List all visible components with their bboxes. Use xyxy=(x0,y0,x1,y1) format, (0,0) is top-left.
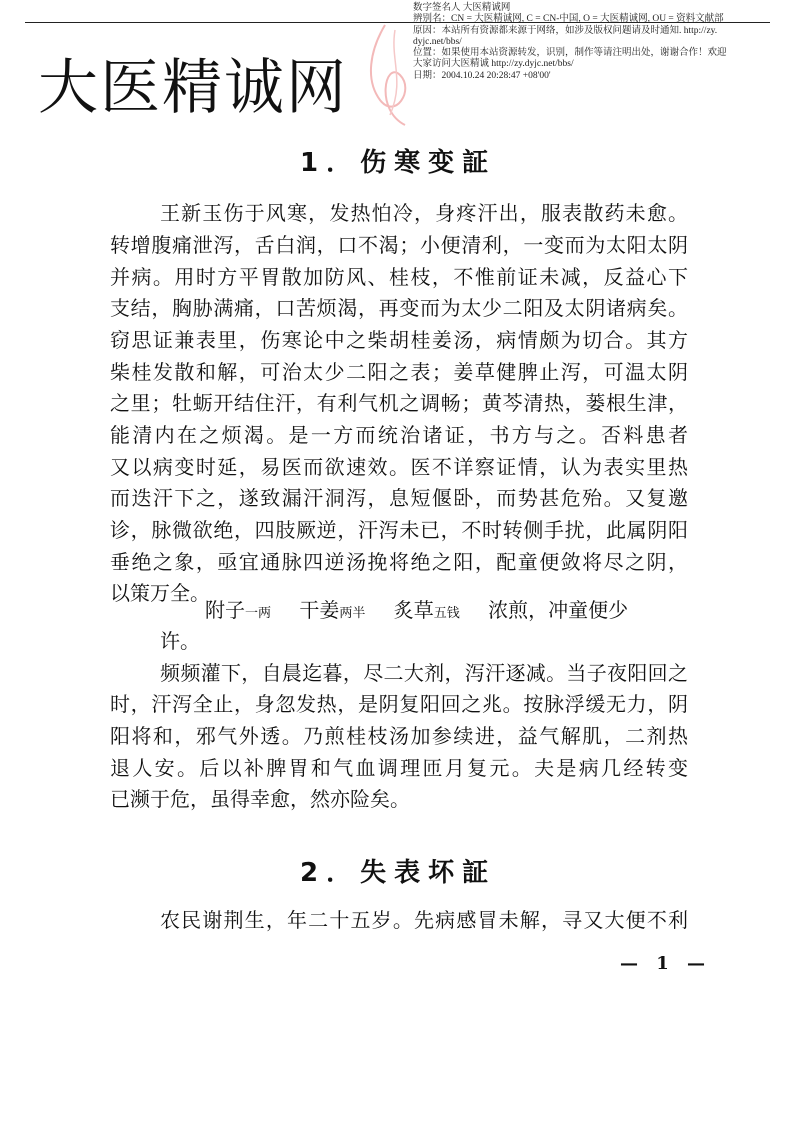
body-line: 农民谢荆生，年二十五岁。先病感冒未解，寻又大便不利 xyxy=(160,908,688,932)
body-line: 而迭汗下之，遂致漏汗洞泻，息短偃卧，而势甚危殆。又复邀 xyxy=(110,486,688,510)
prescription-instruction: 浓煎，冲童便少 xyxy=(488,598,629,622)
body-line: 又以病变时延，易医而欲速效。医不详察证情，认为表实里热 xyxy=(110,455,688,479)
signature-line: 日期：2004.10.24 20:28:47 +08'00' xyxy=(413,70,551,81)
body-line: 柴桂发散和解，可治太少二阳之表；姜草健脾止泻，可温太阴 xyxy=(110,360,688,384)
body-line: 退人安。后以补脾胃和气血调理匝月复元。夫是病几经转变 xyxy=(110,756,688,780)
body-line: 垂绝之象，亟宜通脉四逆汤挽将绝之阳，配童便敛将尽之阴， xyxy=(110,550,688,574)
body-line: 已濒于危，虽得幸愈，然亦险矣。 xyxy=(110,787,410,811)
prescription-item xyxy=(205,598,271,622)
dose: 两半 xyxy=(339,606,366,621)
body-line: 阳将和，邪气外透。乃煎桂枝汤加参续进，益气解肌，二剂热 xyxy=(110,724,688,748)
body-line: 之里；牡蛎开结住汗，有利气机之调畅；黄芩清热，蒌根生津， xyxy=(110,391,688,415)
page-number: — 1 — xyxy=(620,953,712,974)
signature-line: 辨别名：CN = 大医精诚网, C = CN-中国, O = 大医精诚网, OU = 资料文献部 xyxy=(413,14,724,25)
body-line: 诊，脉微欲绝，四肢厥逆，汗泻未已，不时转侧手扰，此属阴阳 xyxy=(110,518,688,542)
prescription-instruction-cont: 许。 xyxy=(160,629,200,653)
body-line: 支结，胸胁满痛，口苦烦渴，再变而为太少二阳及太阴诸病矣。 xyxy=(110,296,688,320)
herb: 附子 xyxy=(205,598,245,622)
prescription-item xyxy=(394,598,460,622)
signature-line: dyjc.net/bbs/ xyxy=(413,36,462,47)
body-line: 时，汗泻全止，身忽发热，是阴复阳回之兆。按脉浮缓无力，阴 xyxy=(110,692,688,716)
section-heading-2: 2．失表坏証 xyxy=(300,858,497,888)
signature-line: 数字签名人 大医精诚网 xyxy=(413,3,511,13)
signature-line: 位置：如果使用本站资源转发，识别，制作等请注明出处，谢谢合作！欢迎 xyxy=(413,48,727,59)
body-line: 转增腹痛泄泻，舌白润，口不渴；小便清利，一变而为太阳太阴 xyxy=(110,233,688,257)
prescription-item xyxy=(299,598,365,622)
body-line: 窃思证兼表里，伤寒论中之柴胡桂姜汤，病情颇为切合。其方 xyxy=(110,328,688,352)
body-line: 能清内在之烦渴。是一方而统治诸证，书方与之。否料患者 xyxy=(110,423,688,447)
prescription xyxy=(205,597,650,627)
dose: 一两 xyxy=(245,606,272,621)
herb: 炙草 xyxy=(393,598,434,622)
section-heading-1: 1．伤寒变証 xyxy=(300,148,497,178)
body-line: 王新玉伤于风寒，发热怕冷，身疼汗出，服表散药未愈。 xyxy=(160,201,688,225)
body-line: 频频灌下，自晨迄暮，尽二大剂，泻汗逐减。当子夜阳回之 xyxy=(160,661,688,685)
dose: 五钱 xyxy=(433,606,460,621)
body-line: 以策万全。 xyxy=(110,581,210,605)
site-title: 大医精诚网 xyxy=(38,53,348,123)
signature-line: 原因：本站所有资源都来源于网络，如涉及版权问题请及时通知. http://zy. xyxy=(413,25,718,36)
digital-signature-block xyxy=(413,3,778,82)
body-line: 并病。用时方平胃散加防风、桂枝，不惟前证未减，反益心下 xyxy=(110,265,688,289)
signature-line: 大家访问大医精诚 http://zy.dyjc.net/bbs/ xyxy=(413,59,574,70)
herb: 干姜 xyxy=(299,598,340,622)
